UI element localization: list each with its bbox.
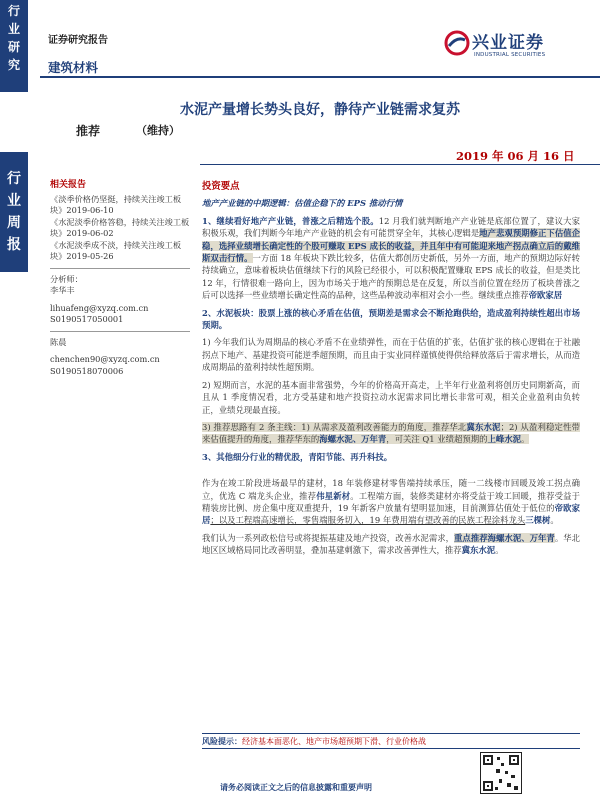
key-points-heading: 投资要点 (202, 181, 240, 192)
sidebar-mid-label: 行业周报 (7, 171, 21, 253)
p7-text: 。工程端方面，装修类建材亦将受益于竣工回暖，推荐受益于精装房比例、房企集中度双重提升，19 年新客户放量有望明显加速，目前测算估值处于低位的 (202, 490, 581, 513)
rating-note: （维持） (136, 124, 180, 137)
report-type: 证券研究报告 (48, 35, 108, 46)
logo-text-cn: 兴业证券 (472, 33, 544, 53)
p8-stock: 冀东水泥 (461, 545, 496, 556)
analyst-email[interactable]: chenchen90@xyzq.com.cn (50, 354, 160, 364)
related-report-item[interactable]: 《水泥淡季成不淡，持续关注竣工板块》2019-05-26 (50, 239, 182, 261)
paragraph-3: 1) 今年我们认为周期品的核心矛盾不在业绩弹性，而在于估值的扩张，估值扩张的核心逻辑在于社融拐点下地产、基建投资可能逆季超预期，而且由于实业同样谨慎使得供给释放落后于需求增长，从而造成周期品的盈利持续性超预期。 (202, 337, 580, 373)
p5-stock: 海螺水泥、万年青 (319, 434, 387, 445)
p8-stock: 重点推荐海螺水泥、万年青 (454, 532, 555, 543)
related-report-item[interactable]: 《水泥淡季价格答稳，持续关注竣工板块》2019-06-02 (50, 216, 190, 238)
sidebar-mid-band (0, 152, 28, 272)
p7-stock: 伟星新材 (316, 490, 351, 501)
risk-box (202, 733, 580, 749)
main-content (202, 181, 580, 562)
industry-name: 建筑材料 (48, 60, 99, 75)
qr-pattern (481, 753, 521, 793)
analyst-label: 分析师： (50, 273, 83, 284)
p1-stock: 帝欧家居 (528, 290, 563, 301)
p7-stock: 帝欧家居 (202, 502, 580, 526)
p8-text: 。华北地区区域格局同比改善明显，叠加基建刺激下，需求改善弹性大，推荐 (202, 532, 581, 556)
p8-text: 。 (495, 545, 504, 556)
analyst-name: 李华丰 (50, 285, 75, 295)
p5-stock: 上峰水泥 (487, 434, 522, 445)
paragraph-8 (202, 532, 580, 557)
sidebar-top-label: 行业研究 (7, 4, 20, 72)
p5-text: 3) 推荐思路有 2 条主线：1) 从需求及盈利改善能力的角度，推荐华北 (202, 421, 467, 432)
left-divider (50, 331, 190, 332)
related-report-item[interactable]: 《淡季价格仍坚挺，持续关注竣工板块》2019-06-10 (50, 193, 182, 215)
paragraph-2-lead: 2、水泥板块：股票上涨的核心矛盾在估值，预期差是需求会不断抢跑供给，造成盈利持续性超出市场预期。 (202, 307, 580, 331)
paragraph-4: 2) 短期而言，水泥的基本面非常强势，今年的价格高开高走，上半年行业盈利将创历史同期新高，而且从 1 季度情况看，北方受基建和地产投资拉动水泥需求同比增长非常可观，相关企业盈利由负转正，业绩兑现最直接。 (202, 379, 580, 415)
p8-text: 我们认为一系列政松信号或将提振基建及地产投资，改善水泥需求， (202, 532, 455, 543)
paragraph-1 (202, 215, 580, 302)
header-divider (40, 76, 600, 78)
rating-label: 推荐 (76, 124, 101, 138)
paragraph-6-lead: 3、其他细分行业的精优股，青阳节能、再升科技。 (202, 451, 393, 462)
paragraph-7 (202, 477, 580, 527)
qr-code-icon (480, 752, 522, 794)
p7-stock: 三棵树 (525, 515, 551, 526)
p5-text: ；2) 从盈利稳定性带来估值提升的角度，推荐华东的 (202, 421, 581, 445)
p7-text: ；以及工程端高速增长，零售端服务切入，19 年费用端有望改善的民族工程涂料龙头 (210, 515, 526, 526)
logo-mark-icon (444, 30, 470, 56)
logo-text-en: INDUSTRIAL SECURITIES (474, 52, 546, 58)
left-column (50, 180, 190, 377)
analyst-email[interactable]: lihuafeng@xyzq.com.cn (50, 302, 149, 313)
analyst-cert: S0190517050001 (50, 314, 124, 324)
p1-lead: 1、继续看好地产产业链，普涨之后精选个股。 (202, 215, 379, 226)
left-divider (50, 268, 190, 269)
risk-text: 经济基本面恶化、地产市场超预期下滑、行业价格战 (242, 737, 426, 746)
brand-logo (444, 28, 594, 72)
p5-text: 。 (521, 434, 530, 445)
p1-text: 一方面 18 年板块下跌比较多，估值大都创历史新低，另外一方面，地产的预期边际好转持续确立，意味着板块估值继续下行的风险已经很小，可以积极配置赚取 EPS 成长的收益，但是类比 12 年，行情很难一路向上，因为市场关于地产的预期总是在反复，所以当前位置在经历了板块普涨之后可以选择一些业绩增长确定性高的品种，这些品种波动率相对会小一些。继续重点推荐 (202, 253, 581, 301)
key-points-subheading: 地产产业链的中期逻辑：估值企稳下的 EPS 推动行情 (202, 198, 403, 209)
analyst-name: 陈晨 (50, 336, 67, 347)
p1-emphasis: 地产悲观预期修正下估值企稳，选择业绩增长确定性的个股可赚取 EPS 成长的收益，并且年中有可能迎来地产拐点确立后的戴维斯双击行情。 (202, 228, 580, 264)
paragraph-5 (202, 421, 580, 446)
page-title: 水泥产量增长势头良好，静待产业链需求复苏 (180, 102, 460, 118)
p1-text: 12 月我们就判断地产产业链是底部位置了，建议大家积极乐观，我们判断今年地产产业链的机会有可能贯穿全年，其核心逻辑是 (202, 215, 580, 239)
footer-disclaimer: 请务必阅读正文之后的信息披露和重要声明 (220, 782, 372, 792)
p5-text: ，可关注 Q1 业绩超预期的 (386, 434, 488, 445)
sidebar-top-band (0, 0, 28, 92)
p7-text: 。 (550, 515, 559, 526)
p5-stock: 冀东水泥 (466, 421, 501, 432)
date-divider (200, 164, 600, 165)
risk-label: 风险提示： (202, 736, 242, 746)
report-date: 2019 年 06 月 16 日 (456, 149, 575, 163)
analyst-cert: S0190518070006 (50, 365, 124, 376)
p7-text: 作为在竣工阶段进场最早的建材，18 年装修建材零售端持续承压，随一二线楼市回暖及竣工拐点确立，优选 C 端龙头企业，推荐 (202, 478, 580, 501)
related-reports-heading: 相关报告 (50, 180, 87, 190)
